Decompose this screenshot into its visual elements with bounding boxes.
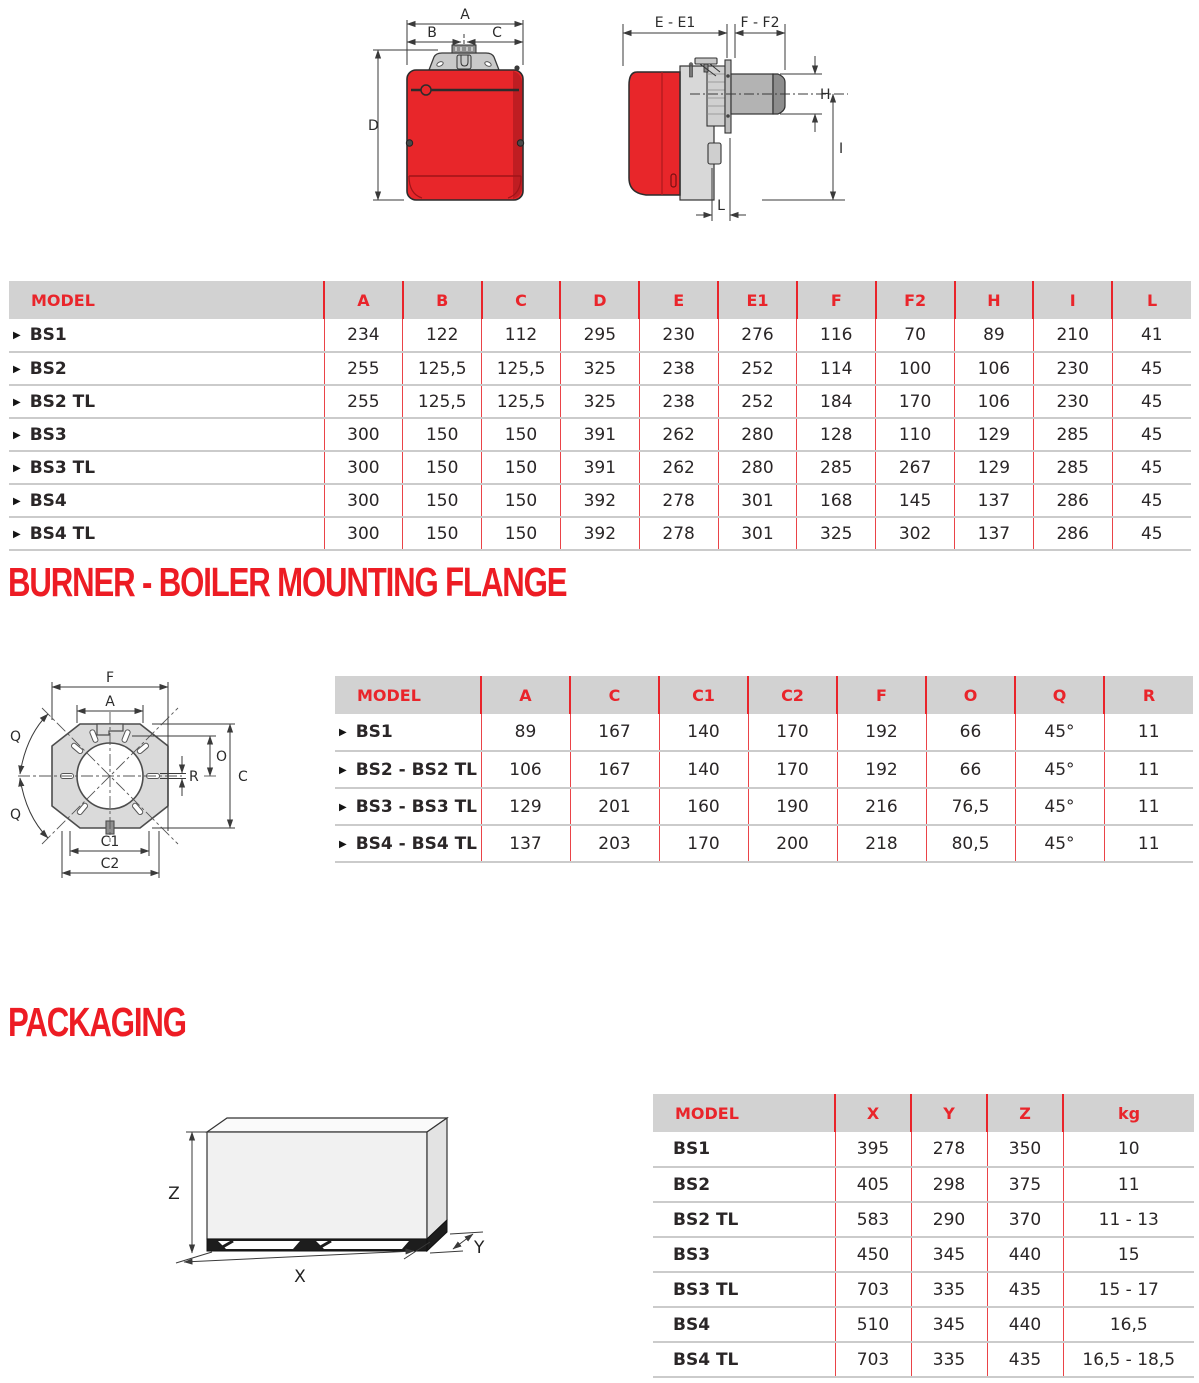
table-row <box>9 451 1191 484</box>
value-cell: 300 <box>324 418 403 451</box>
bullet-triangle-icon: ▶ <box>13 396 21 408</box>
value-cell: 11 <box>1104 751 1193 788</box>
value-cell: 300 <box>324 451 403 484</box>
model-name: BS3 <box>673 1244 711 1265</box>
burner-front-view-diagram <box>368 8 533 243</box>
model-cell <box>9 319 324 352</box>
value-cell: 290 <box>911 1202 987 1237</box>
value-cell: 325 <box>560 385 639 418</box>
value-cell: 129 <box>481 788 570 825</box>
model-name: BS2 TL <box>673 1209 739 1230</box>
value-cell: 150 <box>403 451 482 484</box>
table-row <box>9 385 1191 418</box>
value-cell: 286 <box>1033 484 1112 517</box>
table-row <box>9 484 1191 517</box>
value-cell: 184 <box>797 385 876 418</box>
value-cell: 168 <box>797 484 876 517</box>
value-cell: 510 <box>835 1307 911 1342</box>
value-cell: 45 <box>1112 418 1191 451</box>
value-cell: 45 <box>1112 352 1191 385</box>
value-cell: 89 <box>481 714 570 751</box>
mounting-flange-diagram <box>2 654 334 886</box>
model-cell <box>653 1237 835 1272</box>
model-name: BS4 <box>29 490 67 511</box>
value-cell: 230 <box>639 319 718 352</box>
table-row <box>9 319 1191 352</box>
value-cell: 45 <box>1112 484 1191 517</box>
column-header-c: C <box>482 281 561 319</box>
model-name: BS3 <box>29 424 67 445</box>
value-cell: 167 <box>570 714 659 751</box>
column-header-f: F <box>797 281 876 319</box>
bullet-triangle-icon: ▶ <box>13 429 21 441</box>
dim-label-r: R <box>189 769 199 785</box>
value-cell: 405 <box>835 1167 911 1202</box>
value-cell: 703 <box>835 1272 911 1307</box>
value-cell: 11 <box>1104 714 1193 751</box>
value-cell: 391 <box>560 451 639 484</box>
table-row <box>653 1272 1194 1307</box>
column-header-r: R <box>1104 676 1193 714</box>
column-header-y: Y <box>911 1094 987 1132</box>
value-cell: 276 <box>718 319 797 352</box>
value-cell: 278 <box>639 484 718 517</box>
column-header-h: H <box>955 281 1034 319</box>
model-cell <box>335 714 481 751</box>
value-cell: 375 <box>987 1167 1063 1202</box>
packaging-section-title: PACKAGING <box>8 999 186 1045</box>
model-name: BS2 TL <box>29 391 96 412</box>
dim-label-q-bottom: Q <box>10 807 22 823</box>
table-row <box>9 352 1191 385</box>
value-cell: 234 <box>324 319 403 352</box>
value-cell: 200 <box>748 825 837 862</box>
column-header-model: MODEL <box>335 676 481 714</box>
value-cell: 45 <box>1112 517 1191 550</box>
value-cell: 170 <box>876 385 955 418</box>
value-cell: 203 <box>570 825 659 862</box>
table-row <box>653 1342 1194 1377</box>
value-cell: 150 <box>403 484 482 517</box>
model-name: BS1 <box>673 1139 711 1159</box>
model-name: BS1 <box>355 722 393 742</box>
column-header-i: I <box>1033 281 1112 319</box>
table-row <box>653 1202 1194 1237</box>
value-cell: 45° <box>1015 825 1104 862</box>
dim-label-c: C <box>492 25 502 41</box>
value-cell: 129 <box>955 418 1034 451</box>
value-cell: 16,5 - 18,5 <box>1063 1342 1194 1377</box>
value-cell: 122 <box>403 319 482 352</box>
bullet-triangle-icon: ▶ <box>13 462 21 474</box>
model-cell <box>9 418 324 451</box>
value-cell: 370 <box>987 1202 1063 1237</box>
dim-label-a: A <box>105 694 115 710</box>
model-cell <box>9 352 324 385</box>
value-cell: 125,5 <box>403 385 482 418</box>
table-row <box>335 825 1193 862</box>
value-cell: 285 <box>797 451 876 484</box>
model-name: BS3 TL <box>29 457 96 478</box>
burner-dimensions-table <box>9 281 1191 551</box>
column-header-f: F <box>837 676 926 714</box>
value-cell: 116 <box>797 319 876 352</box>
column-header-model: MODEL <box>653 1094 835 1132</box>
value-cell: 106 <box>955 352 1034 385</box>
value-cell: 45° <box>1015 788 1104 825</box>
value-cell: 170 <box>748 751 837 788</box>
model-cell <box>653 1132 835 1167</box>
mounting-flange-table <box>335 676 1193 863</box>
bullet-triangle-icon: ▶ <box>13 528 21 540</box>
value-cell: 41 <box>1112 319 1191 352</box>
value-cell: 112 <box>482 319 561 352</box>
value-cell: 278 <box>639 517 718 550</box>
dim-label-e-e1: E - E1 <box>654 15 696 31</box>
model-cell <box>653 1202 835 1237</box>
column-header-e: E <box>639 281 718 319</box>
table-row <box>653 1307 1194 1342</box>
column-header-d: D <box>560 281 639 319</box>
dim-label-i: I <box>839 141 844 157</box>
value-cell: 150 <box>482 484 561 517</box>
value-cell: 325 <box>560 352 639 385</box>
value-cell: 230 <box>1033 352 1112 385</box>
column-header-e1: E1 <box>718 281 797 319</box>
value-cell: 301 <box>718 484 797 517</box>
value-cell: 300 <box>324 517 403 550</box>
value-cell: 280 <box>718 418 797 451</box>
column-header-c2: C2 <box>748 676 837 714</box>
burner-front-body <box>406 65 523 200</box>
value-cell: 201 <box>570 788 659 825</box>
value-cell: 392 <box>560 484 639 517</box>
value-cell: 435 <box>987 1342 1063 1377</box>
value-cell: 125,5 <box>482 385 561 418</box>
value-cell: 125,5 <box>403 352 482 385</box>
bullet-triangle-icon: ▶ <box>339 801 347 813</box>
value-cell: 150 <box>403 517 482 550</box>
bullet-triangle-icon: ▶ <box>13 495 21 507</box>
value-cell: 335 <box>911 1342 987 1377</box>
value-cell: 255 <box>324 385 403 418</box>
dim-label-a: A <box>460 8 470 23</box>
model-cell <box>9 451 324 484</box>
dim-label-b: B <box>427 25 437 41</box>
table-row <box>653 1237 1194 1272</box>
bullet-triangle-icon: ▶ <box>339 727 347 738</box>
value-cell: 45° <box>1015 714 1104 751</box>
value-cell: 280 <box>718 451 797 484</box>
column-header-a: A <box>481 676 570 714</box>
value-cell: 252 <box>718 385 797 418</box>
dim-label-c1: C1 <box>100 834 120 850</box>
flange-section-title: BURNER - BOILER MOUNTING FLANGE <box>8 559 567 605</box>
value-cell: 150 <box>403 418 482 451</box>
dim-label-f-f2: F - F2 <box>740 15 780 31</box>
dim-label-c2: C2 <box>100 856 120 872</box>
value-cell: 350 <box>987 1132 1063 1167</box>
value-cell: 262 <box>639 418 718 451</box>
dim-label-y: Y <box>474 1238 485 1258</box>
column-header-c1: C1 <box>659 676 748 714</box>
value-cell: 89 <box>955 319 1034 352</box>
column-header-b: B <box>403 281 482 319</box>
value-cell: 11 <box>1104 825 1193 862</box>
value-cell: 192 <box>837 751 926 788</box>
value-cell: 137 <box>955 517 1034 550</box>
value-cell: 10 <box>1063 1132 1194 1167</box>
value-cell: 392 <box>560 517 639 550</box>
table-row <box>9 517 1191 550</box>
model-name: BS4 <box>673 1314 711 1335</box>
value-cell: 150 <box>482 418 561 451</box>
dim-label-o: O <box>216 749 228 765</box>
value-cell: 583 <box>835 1202 911 1237</box>
column-header-f2: F2 <box>876 281 955 319</box>
bullet-triangle-icon: ▶ <box>13 330 21 341</box>
value-cell: 295 <box>560 319 639 352</box>
dim-label-l: L <box>717 198 725 214</box>
bullet-triangle-icon: ▶ <box>13 363 21 375</box>
value-cell: 45 <box>1112 385 1191 418</box>
value-cell: 285 <box>1033 418 1112 451</box>
packaging-box-diagram <box>122 1092 522 1312</box>
value-cell: 66 <box>926 714 1015 751</box>
table-row <box>653 1167 1194 1202</box>
table-row <box>335 751 1193 788</box>
value-cell: 325 <box>797 517 876 550</box>
column-header-q: Q <box>1015 676 1104 714</box>
value-cell: 106 <box>481 751 570 788</box>
value-cell: 140 <box>659 751 748 788</box>
value-cell: 129 <box>955 451 1034 484</box>
model-name: BS3 TL <box>673 1279 739 1300</box>
value-cell: 145 <box>876 484 955 517</box>
value-cell: 302 <box>876 517 955 550</box>
value-cell: 15 - 17 <box>1063 1272 1194 1307</box>
value-cell: 170 <box>659 825 748 862</box>
model-name: BS2 <box>29 358 67 379</box>
value-cell: 230 <box>1033 385 1112 418</box>
model-cell <box>653 1272 835 1307</box>
value-cell: 192 <box>837 714 926 751</box>
dim-label-d: D <box>368 118 379 134</box>
value-cell: 435 <box>987 1272 1063 1307</box>
value-cell: 167 <box>570 751 659 788</box>
value-cell: 238 <box>639 385 718 418</box>
bullet-triangle-icon: ▶ <box>339 838 347 850</box>
value-cell: 216 <box>837 788 926 825</box>
value-cell: 137 <box>955 484 1034 517</box>
value-cell: 255 <box>324 352 403 385</box>
value-cell: 11 <box>1104 788 1193 825</box>
value-cell: 150 <box>482 451 561 484</box>
value-cell: 70 <box>876 319 955 352</box>
dim-label-x: X <box>294 1267 306 1287</box>
value-cell: 395 <box>835 1132 911 1167</box>
model-cell <box>335 788 481 825</box>
value-cell: 45° <box>1015 751 1104 788</box>
model-name: BS4 - BS4 TL <box>355 833 478 854</box>
value-cell: 703 <box>835 1342 911 1377</box>
column-header-z: Z <box>987 1094 1063 1132</box>
value-cell: 285 <box>1033 451 1112 484</box>
value-cell: 80,5 <box>926 825 1015 862</box>
model-cell <box>9 484 324 517</box>
value-cell: 391 <box>560 418 639 451</box>
column-header-l: L <box>1112 281 1191 319</box>
value-cell: 137 <box>481 825 570 862</box>
value-cell: 286 <box>1033 517 1112 550</box>
value-cell: 140 <box>659 714 748 751</box>
value-cell: 267 <box>876 451 955 484</box>
value-cell: 110 <box>876 418 955 451</box>
model-cell <box>653 1342 835 1377</box>
value-cell: 125,5 <box>482 352 561 385</box>
value-cell: 15 <box>1063 1237 1194 1272</box>
dim-label-z: Z <box>168 1184 180 1204</box>
value-cell: 300 <box>324 484 403 517</box>
value-cell: 100 <box>876 352 955 385</box>
model-name: BS1 <box>29 325 67 345</box>
value-cell: 450 <box>835 1237 911 1272</box>
model-name: BS4 TL <box>673 1349 739 1370</box>
value-cell: 301 <box>718 517 797 550</box>
value-cell: 170 <box>748 714 837 751</box>
model-cell <box>335 825 481 862</box>
column-header-o: O <box>926 676 1015 714</box>
electrode-bolt <box>689 62 693 77</box>
packaging-box <box>207 1118 447 1251</box>
value-cell: 298 <box>911 1167 987 1202</box>
value-cell: 45 <box>1112 451 1191 484</box>
model-name: BS4 TL <box>29 523 96 544</box>
bullet-triangle-icon: ▶ <box>339 764 347 776</box>
model-name: BS2 - BS2 TL <box>355 759 478 780</box>
value-cell: 11 <box>1063 1167 1194 1202</box>
value-cell: 210 <box>1033 319 1112 352</box>
value-cell: 160 <box>659 788 748 825</box>
value-cell: 345 <box>911 1237 987 1272</box>
value-cell: 76,5 <box>926 788 1015 825</box>
column-header-c: C <box>570 676 659 714</box>
column-header-model: MODEL <box>9 281 324 319</box>
value-cell: 16,5 <box>1063 1307 1194 1342</box>
value-cell: 262 <box>639 451 718 484</box>
dim-label-h: H <box>820 87 831 103</box>
dim-label-c: C <box>238 769 248 785</box>
value-cell: 218 <box>837 825 926 862</box>
column-header-x: X <box>835 1094 911 1132</box>
table-row <box>653 1132 1194 1167</box>
packaging-table <box>653 1094 1194 1378</box>
value-cell: 345 <box>911 1307 987 1342</box>
burner-side-view-diagram <box>612 8 852 243</box>
model-cell <box>9 385 324 418</box>
burner-side-body <box>629 58 785 200</box>
dim-label-f: F <box>105 670 115 686</box>
value-cell: 11 - 13 <box>1063 1202 1194 1237</box>
value-cell: 150 <box>482 517 561 550</box>
header-row <box>9 281 1191 319</box>
value-cell: 128 <box>797 418 876 451</box>
table-row <box>9 418 1191 451</box>
model-name: BS2 <box>673 1174 711 1195</box>
model-name: BS3 - BS3 TL <box>355 796 478 817</box>
column-header-kg: kg <box>1063 1094 1194 1132</box>
value-cell: 278 <box>911 1132 987 1167</box>
model-cell <box>9 517 324 550</box>
value-cell: 238 <box>639 352 718 385</box>
table-row <box>335 788 1193 825</box>
model-cell <box>653 1167 835 1202</box>
column-header-a: A <box>324 281 403 319</box>
table-row <box>335 714 1193 751</box>
header-row <box>335 676 1193 714</box>
value-cell: 440 <box>987 1307 1063 1342</box>
value-cell: 114 <box>797 352 876 385</box>
value-cell: 252 <box>718 352 797 385</box>
value-cell: 440 <box>987 1237 1063 1272</box>
header-row <box>653 1094 1194 1132</box>
model-cell <box>335 751 481 788</box>
burner-air-cap <box>429 45 499 70</box>
value-cell: 106 <box>955 385 1034 418</box>
dim-label-q-top: Q <box>10 729 22 745</box>
value-cell: 190 <box>748 788 837 825</box>
value-cell: 66 <box>926 751 1015 788</box>
model-cell <box>653 1307 835 1342</box>
value-cell: 335 <box>911 1272 987 1307</box>
